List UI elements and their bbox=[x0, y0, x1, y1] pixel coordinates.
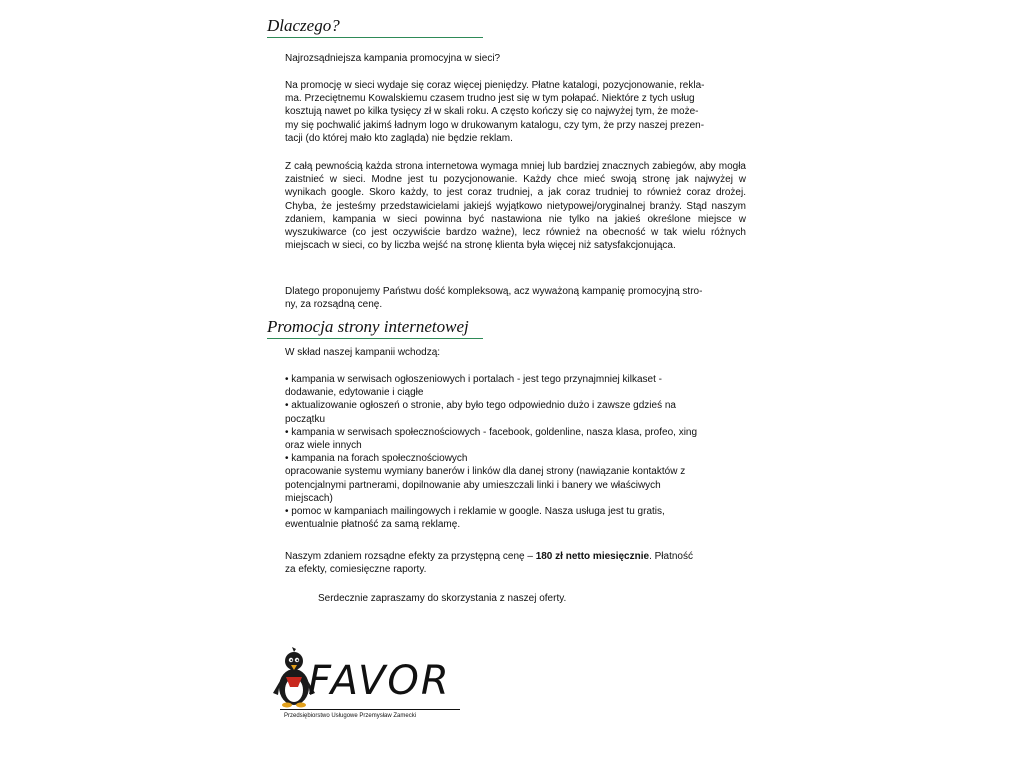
list-item-line: • pomoc w kampaniach mailingowych i reklamie w google. Nasza usługa jest tu gratis, bbox=[285, 506, 665, 518]
list-item bbox=[285, 399, 755, 425]
text-line: Dlatego proponujemy Państwu dość kompleksową, acz wyważoną kampanię promocyjną stro- bbox=[285, 286, 703, 297]
text-line: tacji (do której mało kto zagląda) nie będzie reklam. bbox=[285, 132, 513, 144]
list-item-line: oraz wiele innych bbox=[285, 440, 362, 452]
paragraph-offer bbox=[285, 285, 746, 311]
list-item-line: początku bbox=[285, 413, 326, 425]
favor-logo bbox=[272, 647, 462, 723]
text-line: kosztują nawet po kilka tysięcy zł w skali roku. A często kończy się co najwyżej tym, że może- bbox=[285, 106, 699, 118]
price-text-before: Naszym zdaniem rozsądne efekty za przystępną cenę – bbox=[285, 551, 536, 562]
list-item bbox=[285, 373, 755, 399]
logo-subtitle: Przedsiębiorstwo Usługowe Przemysław Zamecki bbox=[284, 713, 417, 719]
campaign-intro: W skład naszej kampanii wchodzą: bbox=[285, 347, 441, 358]
list-item-line: dodawanie, edytowanie i ciągłe bbox=[285, 387, 424, 399]
price-amount: 180 zł netto miesięcznie bbox=[535, 551, 650, 562]
text-line: ma. Przeciętnemu Kowalskiemu czasem trudno jest się w tym połapać. Niektóre z tych usług bbox=[285, 93, 695, 105]
closing-invitation: Serdecznie zapraszamy do skorzystania z naszej oferty. bbox=[318, 593, 567, 604]
list-item-line: opracowanie systemu wymiany banerów i linków dla danej strony (nawiązanie kontaktów z bbox=[285, 466, 686, 478]
section-heading-promotion: Promocja strony internetowej bbox=[267, 317, 483, 339]
logo-divider bbox=[280, 709, 460, 710]
list-item-line: miejscach) bbox=[285, 492, 333, 504]
price-line-2: za efekty, comiesięczne raporty. bbox=[285, 564, 427, 576]
logo-wordmark: FAVOR bbox=[308, 658, 451, 704]
text-line: Na promocję w sieci wydaje się coraz więcej pieniędzy. Płatne katalogi, pozycjonowanie, rekla- bbox=[285, 80, 705, 91]
intro-question: Najrozsądniejsza kampania promocyjna w sieci? bbox=[285, 53, 501, 64]
list-item bbox=[285, 505, 755, 531]
paragraph-costs bbox=[285, 79, 746, 145]
paragraph-positioning: Z całą pewnością każda strona internetowa wymaga mniej lub bardziej znacznych zabiegów, aby mogła zaistnieć w sieci. Modne jest tu pozycjonowanie. Każdy chce mieć swoją stronę jak najwyżej w wynikach google. Skoro każdy, to jest coraz trudniej, a jak coraz trudniej to również coraz drożej. Chyba, że jesteśmy przedstawicielami jakiejś wyjątkowo nietypowej/oryginalnej branży. Stąd naszym zdaniem, kampania w sieci powinna być nastawiona nie tylko na jakieś określone miejsce w wyszukiwarce (co jest oczywiście bardzo ważne), lecz również na obecność w tak wielu różnych miejscach w sieci, co by liczba wejść na stronę klienta była więcej niż satysfakcjonująca. bbox=[285, 161, 746, 252]
price-line bbox=[285, 550, 746, 563]
list-item-line: ewentualnie płatność za samą reklamę. bbox=[285, 519, 461, 531]
campaign-list bbox=[285, 373, 755, 531]
price-paragraph bbox=[285, 550, 746, 576]
list-item-line: • kampania w serwisach społecznościowych - facebook, goldenline, nasza klasa, profeo, xing bbox=[285, 426, 698, 438]
list-item-line: • kampania w serwisach ogłoszeniowych i portalach - jest tego przynajmniej kilkaset - bbox=[285, 374, 662, 385]
text-line: ny, za rozsądną cenę. bbox=[285, 299, 383, 311]
list-item-line: • kampania na forach społecznościowych bbox=[285, 453, 468, 465]
list-item-line: potencjalnymi partnerami, dopilnowanie aby umieszczali linki i banery we właściwych bbox=[285, 479, 661, 491]
text-line: my się pochwalić jakimś ładnym logo w drukowanym katalogu, czy tym, że przy naszej prezen- bbox=[285, 119, 705, 131]
price-text-after: . Płatność bbox=[649, 551, 693, 562]
section-heading-why: Dlaczego? bbox=[267, 16, 483, 38]
list-item bbox=[285, 452, 755, 505]
list-item bbox=[285, 426, 755, 452]
list-item-line: • aktualizowanie ogłoszeń o stronie, aby było tego odpowiednio dużo i zawsze gdzieś na bbox=[285, 400, 676, 412]
